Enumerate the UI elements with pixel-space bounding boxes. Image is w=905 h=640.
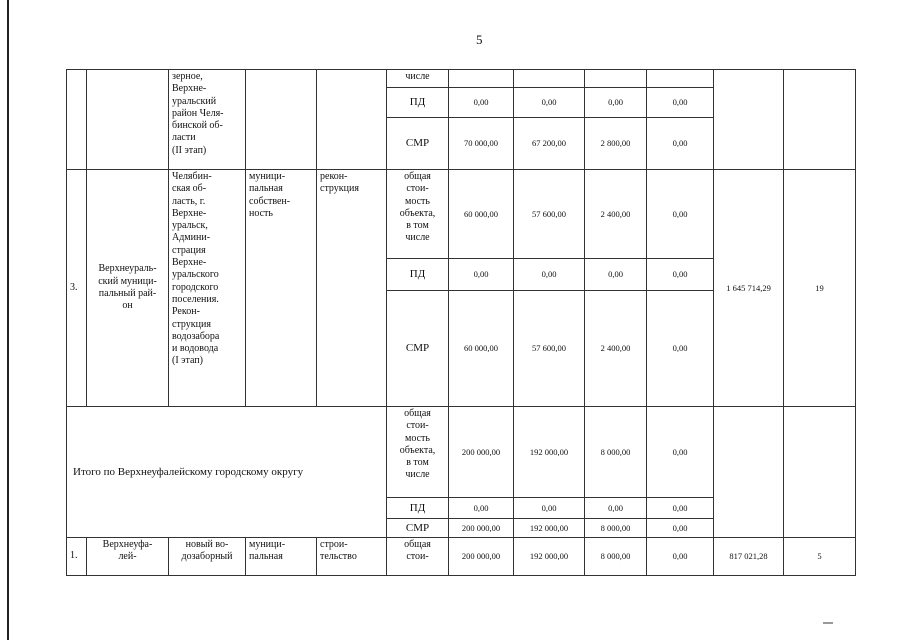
cell-row-number: 1. bbox=[67, 538, 87, 576]
cell-count-empty bbox=[784, 407, 856, 538]
cell-value: 0,00 bbox=[647, 498, 714, 519]
cell-value: 192 000,00 bbox=[514, 519, 585, 538]
cell-count: 5 bbox=[784, 538, 856, 576]
cell-value bbox=[647, 70, 714, 88]
cell-population: 817 021,28 bbox=[714, 538, 784, 576]
cell-population: 1 645 714,29 bbox=[714, 170, 784, 407]
table-row bbox=[67, 407, 856, 498]
cell-value: 200 000,00 bbox=[449, 538, 514, 576]
cell-row-number: 3. bbox=[67, 170, 87, 407]
financing-table bbox=[66, 69, 856, 576]
cell-object-description: Челябин- ская об- ласть, г. Верхне- уральск, Админи- страция Верхне- уральского городского поселения. Рекон- струкция водозабора и водовода (I этап) bbox=[169, 170, 246, 407]
cell-label: общая стои- мость объекта, в том числе bbox=[387, 170, 449, 259]
table-row bbox=[67, 70, 856, 88]
page-left-rule bbox=[7, 0, 9, 640]
cell-population-empty bbox=[714, 70, 784, 170]
cell-count-empty bbox=[784, 70, 856, 170]
cell-label: СМР bbox=[387, 519, 449, 538]
cell-object-description: зерное, Верхне- уральский район Челя- бинской об- ласти (II этап) bbox=[169, 70, 246, 170]
cell-value: 200 000,00 bbox=[449, 407, 514, 498]
cell-label: ПД bbox=[387, 498, 449, 519]
cell-work-type: строи- тельство bbox=[317, 538, 387, 576]
cell-label: ПД bbox=[387, 88, 449, 118]
cell-value: 8 000,00 bbox=[585, 519, 647, 538]
cell-value: 192 000,00 bbox=[514, 538, 585, 576]
cell-ownership: муници- пальная собствен- ность bbox=[246, 170, 317, 407]
cell-value: 0,00 bbox=[647, 88, 714, 118]
cell-value: 0,00 bbox=[449, 259, 514, 291]
cell-value: 0,00 bbox=[585, 259, 647, 291]
cell-label: числе bbox=[387, 70, 449, 88]
cell-label: общая стои- мость объекта, в том числе bbox=[387, 407, 449, 498]
cell-value: 0,00 bbox=[514, 259, 585, 291]
cell-value: 8 000,00 bbox=[585, 407, 647, 498]
cell-district: Верхнеуфа- лей- bbox=[87, 538, 169, 576]
cell-value: 0,00 bbox=[514, 498, 585, 519]
cell-population-empty bbox=[714, 407, 784, 538]
cell-value: 57 600,00 bbox=[514, 170, 585, 259]
cell-value: 60 000,00 bbox=[449, 291, 514, 407]
cell-object-description: новый во- дозаборный bbox=[169, 538, 246, 576]
cell-label: ПД bbox=[387, 259, 449, 291]
cell-worktype-empty bbox=[317, 70, 387, 170]
table-row bbox=[67, 538, 856, 576]
cell-value: 0,00 bbox=[449, 498, 514, 519]
cell-district: Верхнеураль- ский муници- пальный рай- он bbox=[87, 170, 169, 407]
cell-value: 0,00 bbox=[585, 498, 647, 519]
cell-label: общая стои- bbox=[387, 538, 449, 576]
cell-district-empty bbox=[87, 70, 169, 170]
cell-value: 70 000,00 bbox=[449, 118, 514, 170]
cell-num-empty bbox=[67, 70, 87, 170]
scan-mark bbox=[823, 622, 833, 624]
cell-value: 0,00 bbox=[647, 170, 714, 259]
cell-work-type: рекон- струкция bbox=[317, 170, 387, 407]
cell-value: 2 400,00 bbox=[585, 170, 647, 259]
cell-value: 2 800,00 bbox=[585, 118, 647, 170]
cell-value: 0,00 bbox=[514, 88, 585, 118]
cell-ownership: муници- пальная bbox=[246, 538, 317, 576]
cell-value: 57 600,00 bbox=[514, 291, 585, 407]
page-number: 5 bbox=[476, 32, 483, 47]
cell-value bbox=[449, 70, 514, 88]
cell-value: 2 400,00 bbox=[585, 291, 647, 407]
cell-value: 0,00 bbox=[647, 259, 714, 291]
cell-value: 0,00 bbox=[585, 88, 647, 118]
cell-value: 60 000,00 bbox=[449, 170, 514, 259]
cell-count: 19 bbox=[784, 170, 856, 407]
cell-ownership-empty bbox=[246, 70, 317, 170]
cell-value: 0,00 bbox=[647, 118, 714, 170]
cell-value: 0,00 bbox=[647, 538, 714, 576]
cell-value bbox=[585, 70, 647, 88]
cell-label: СМР bbox=[387, 118, 449, 170]
cell-value: 200 000,00 bbox=[449, 519, 514, 538]
cell-value: 192 000,00 bbox=[514, 407, 585, 498]
cell-value bbox=[514, 70, 585, 88]
cell-value: 0,00 bbox=[647, 291, 714, 407]
cell-value: 67 200,00 bbox=[514, 118, 585, 170]
cell-value: 0,00 bbox=[647, 407, 714, 498]
cell-value: 0,00 bbox=[647, 519, 714, 538]
cell-value: 8 000,00 bbox=[585, 538, 647, 576]
cell-value: 0,00 bbox=[449, 88, 514, 118]
cell-total-label: Итого по Верхнеуфалейскому городскому округу bbox=[67, 407, 387, 538]
cell-label: СМР bbox=[387, 291, 449, 407]
table-row bbox=[67, 170, 856, 259]
